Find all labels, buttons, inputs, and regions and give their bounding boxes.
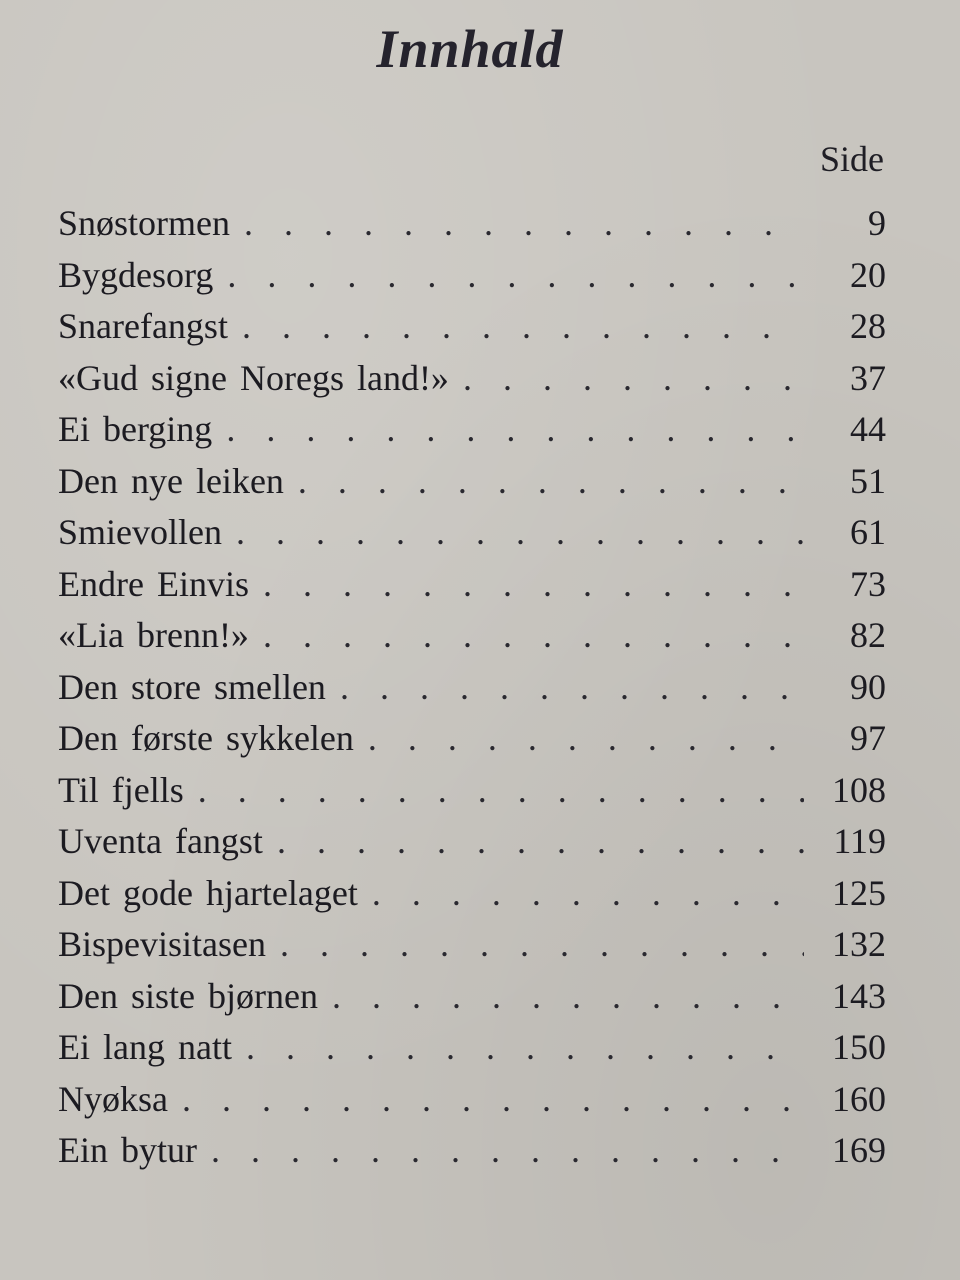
toc-dot-leader <box>242 305 804 347</box>
toc-entry <box>58 717 886 769</box>
toc-dot-leader <box>372 872 804 914</box>
toc-entry-page: 143 <box>832 975 886 1016</box>
toc-entry-title: Snøstormen <box>58 203 231 243</box>
toc-entry-page: 51 <box>850 460 886 501</box>
toc-entry-page: 37 <box>850 357 886 398</box>
toc-entry-page: 90 <box>850 666 886 707</box>
toc-dot-leader <box>368 717 804 759</box>
toc-entry-page: 28 <box>850 306 886 346</box>
page-title: Innhald <box>376 19 564 79</box>
toc-dot-leader <box>246 1026 804 1068</box>
toc-entry <box>58 614 886 666</box>
toc-entry <box>58 460 886 512</box>
toc-entry <box>58 1129 886 1181</box>
toc-dot-leader <box>236 511 804 553</box>
toc-dot-leader <box>226 408 804 450</box>
toc-entry-title: Den store smellen <box>58 666 326 707</box>
toc-entry-title: Endre Einvis <box>58 563 249 604</box>
toc-entry-page: 73 <box>850 563 886 604</box>
toc-entry <box>58 511 886 563</box>
toc-entry <box>58 923 886 975</box>
toc-entry-title: Ei lang natt <box>58 1027 232 1067</box>
toc-entry <box>58 769 886 821</box>
toc-entry-title: Uventa fangst <box>58 821 263 861</box>
toc-dot-leader <box>340 666 804 708</box>
toc-entry-page: 82 <box>850 615 886 655</box>
page-column-label: Side <box>819 139 884 179</box>
toc-entry-page: 150 <box>832 1027 886 1067</box>
toc-entry-page: 20 <box>850 254 886 295</box>
toc-entry <box>58 357 886 409</box>
toc-entry-title: «Gud signe Noregs land!» <box>58 357 449 398</box>
toc-dot-leader <box>198 769 804 811</box>
toc-entry-title: Den første sykkelen <box>58 718 354 758</box>
toc-entry <box>58 1026 886 1078</box>
toc-dot-leader <box>280 923 804 965</box>
toc-entry-page: 9 <box>868 203 886 243</box>
toc-entry <box>58 202 886 254</box>
toc-dot-leader <box>227 254 804 296</box>
toc-entry-page: 61 <box>850 512 886 552</box>
toc-entry-title: Til fjells <box>58 769 184 810</box>
toc-entry <box>58 872 886 924</box>
toc-entry-title: Nyøksa <box>58 1078 168 1119</box>
toc-entry <box>58 408 886 460</box>
toc-entry-title: Ei berging <box>58 409 213 449</box>
toc-entry-page: 132 <box>832 924 886 964</box>
toc-entry-page: 169 <box>832 1130 886 1170</box>
toc-dot-leader <box>244 202 804 244</box>
toc-entry-title: Den nye leiken <box>58 460 284 501</box>
toc-entry <box>58 820 886 872</box>
toc-entry <box>58 1078 886 1130</box>
toc-entry <box>58 563 886 615</box>
toc-dot-leader <box>182 1078 804 1120</box>
toc-dot-leader <box>211 1129 804 1171</box>
toc-dot-leader <box>263 563 804 605</box>
toc-dot-leader <box>332 975 804 1017</box>
toc-entry-page: 97 <box>850 718 886 758</box>
toc-entry-page: 44 <box>850 409 886 449</box>
toc-entry-title: Smievollen <box>58 512 222 552</box>
toc-entry-title: Den siste bjørnen <box>58 975 318 1016</box>
toc-dot-leader <box>263 614 804 656</box>
toc-entry <box>58 666 886 718</box>
toc-entry-title: «Lia brenn!» <box>58 615 249 655</box>
toc-entry-title: Det gode hjartelaget <box>58 872 358 913</box>
toc-entry-page: 125 <box>832 872 886 913</box>
toc-dot-leader <box>298 460 804 502</box>
toc-entry-page: 119 <box>833 821 886 861</box>
toc-entry-title: Bispevisitasen <box>58 924 266 964</box>
toc-entry <box>58 975 886 1027</box>
toc-entry <box>58 305 886 357</box>
toc-entry-page: 160 <box>832 1078 886 1119</box>
table-of-contents <box>58 202 886 1181</box>
toc-entry-page: 108 <box>832 769 886 810</box>
toc-entry-title: Snarefangst <box>58 306 228 346</box>
toc-entry <box>58 254 886 306</box>
toc-entry-title: Bygdesorg <box>58 254 214 295</box>
toc-entry-title: Ein bytur <box>58 1130 197 1170</box>
toc-dot-leader <box>463 357 804 399</box>
toc-dot-leader <box>277 820 804 862</box>
